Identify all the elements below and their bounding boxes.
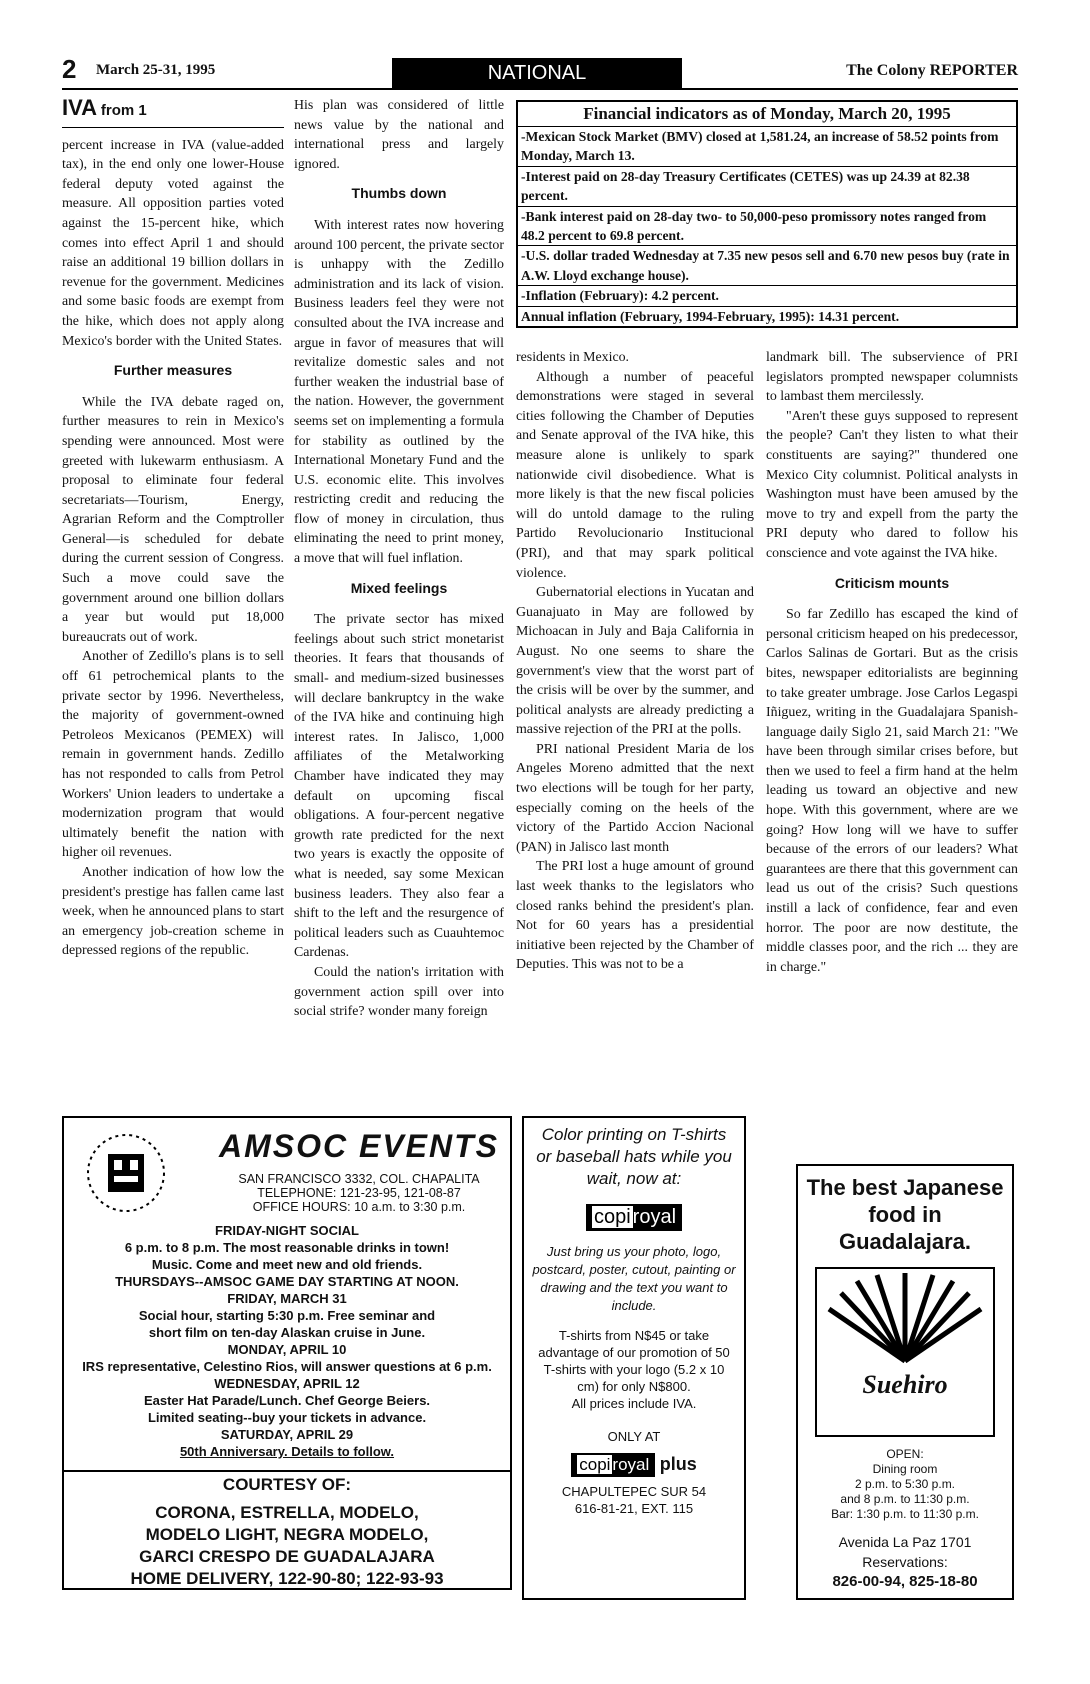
event-line: SATURDAY, APRIL 29	[220, 1427, 354, 1442]
event-line: 50th Anniversary. Details to follow.	[179, 1444, 395, 1459]
copiroyal-address: CHAPULTEPEC SUR 54	[561, 1484, 707, 1499]
suehiro-dining: Dining room	[872, 1462, 938, 1476]
suehiro-bar-hours: Bar: 1:30 p.m. to 11:30 p.m.	[831, 1507, 979, 1521]
subhead-thumbs-down: Thumbs down	[351, 185, 447, 202]
paragraph: Another of Zedillo's plans is to sell off 61 petrochemical plants to the private sector by 1996. Nevertheless, the majority of government-owned Petroleos Mexicanos (PEMEX) will remain in government hands. Zedillo has not responded to calls from Petrol Workers' Union leaders to undertake a modernization program that would ultimately benefit the nation with higher oil revenues.	[62, 649, 284, 861]
amsoc-seal-icon	[78, 1128, 174, 1218]
event-line: Social hour, starting 5:30 p.m. Free seminar and	[138, 1308, 436, 1323]
financial-row: -Inflation (February): 4.2 percent.	[518, 285, 1016, 305]
article-headline: IVA from 1	[62, 95, 147, 120]
amsoc-events-list	[68, 1222, 506, 1460]
event-line: short film on ten-day Alaskan cruise in June.	[148, 1325, 426, 1340]
amsoc-hours: OFFICE HOURS: 10 a.m. to 3:30 p.m.	[252, 1200, 466, 1214]
suehiro-address: Avenida La Paz 1701	[838, 1534, 972, 1550]
amsoc-events-ad	[62, 1116, 512, 1590]
event-line: Easter Hat Parade/Lunch. Chef George Beiers.	[143, 1393, 431, 1408]
paragraph: The private sector has mixed feelings about such strict monetarist theories. It fears that thousands of small- and medium-sized businesses will declare bankruptcy in the wake of the IVA hike and continuing high interest rates. In Jalisco, 1,000 affiliates of the Metalworking Chamber have indicated they may default on upcoming fiscal obligations. A four-percent negative growth rate predicted for the next two years is exactly the opposite of what is needed, say some Mexican business leaders. They also fear a shift to the left and the resurgence of political leaders such as Cuauhtemoc Cardenas.	[294, 612, 504, 961]
article-column-3	[516, 348, 754, 975]
section-banner: NATIONAL	[392, 58, 682, 88]
paragraph: So far Zedillo has escaped the kind of personal criticism heaped on his predecessor, Carlos Salinas de Gortari. But as the crisis bites, newspaper editorialists are beginning to take greater umbrage. Jose Carlos Legaspi Iñiguez, writing in the Guadalajara Spanish-language daily Siglo 21, said March 21: "We have been through similar crises before, but then we used to feel a firm hand at the helm leading us toward an objective and new hope. With this government, where are we going? How long will we have to suffer because of the errors of our leaders? What guarantees are there that this government can lead us out of the crisis? Such questions instill a lack of confidence, fear and even horror. The poor are now destitute, the middle classes poor, and the rich ... they are in charge."	[766, 607, 1018, 975]
suehiro-hours: 2 p.m. to 5:30 p.m.	[854, 1477, 956, 1491]
issue-date: March 25-31, 1995	[96, 62, 216, 78]
amsoc-sponsor-line: GARCI CRESPO DE GUADALAJARA	[139, 1547, 435, 1566]
suehiro-logo-text: Suehiro	[862, 1370, 948, 1399]
amsoc-delivery: HOME DELIVERY, 122-90-80; 122-93-93	[130, 1569, 444, 1588]
event-line: MONDAY, APRIL 10	[227, 1342, 347, 1357]
paper-name: The Colony REPORTER	[846, 62, 1018, 79]
event-line: WEDNESDAY, APRIL 12	[214, 1376, 360, 1391]
paragraph: residents in Mexico.	[516, 350, 630, 365]
event-line: FRIDAY-NIGHT SOCIAL	[215, 1223, 359, 1238]
event-line: 6 p.m. to 8 p.m. The most reasonable drinks in town!	[124, 1240, 450, 1255]
header-rule	[62, 88, 1018, 90]
amsoc-courtesy: COURTESY OF:	[222, 1475, 352, 1494]
paragraph: While the IVA debate raged on, further measures to rein in Mexico's spending were announced. Most were greeted with lukewarm enthusiasm. A proposal to eliminate four federal secretariats—Tourism, Energy, Agrarian Reform and the Comptroller General—is scheduled for debate during the current session of Congress. Such a move could save the government around one billion dollars a year but would put 18,000 bureaucrats out of work.	[62, 394, 284, 645]
event-line: FRIDAY, MARCH 31	[227, 1291, 347, 1306]
suehiro-ad	[796, 1164, 1014, 1600]
paragraph: percent increase in IVA (value-added tax), in the end only one lower-House federal deputy voted against the measure. All opposition parties voted against the 15-percent hike, which comes into effect April 1 and should raise an additional 19 billion dollars in revenue for the government. Medicines and some basic foods are exempt from the hike, which does not apply along Mexico's border with the United States.	[62, 137, 284, 349]
article-column-1	[62, 95, 284, 961]
financial-indicators-box	[516, 100, 1018, 328]
amsoc-divider	[64, 1470, 510, 1472]
copiroyal-logo: copi royal	[532, 1204, 736, 1231]
amsoc-sponsor-line: CORONA, ESTRELLA, MODELO,	[155, 1503, 419, 1522]
financial-row: -Bank interest paid on 28-day two- to 50,000-peso promissory notes ranged from 48.2 percent to 69.8 percent.	[518, 206, 1016, 246]
event-line: Music. Come and meet new and old friends.	[151, 1257, 423, 1272]
copiroyal-headline: Color printing on T-shirts or baseball hats while you wait, now at:	[536, 1125, 732, 1188]
copiroyal-pitch: Just bring us your photo, logo, postcard, poster, cutout, painting or drawing and the text you want to include.	[532, 1244, 736, 1313]
sunburst-icon	[817, 1269, 993, 1365]
event-line: Limited seating--buy your tickets in advance.	[147, 1410, 427, 1425]
suehiro-open: OPEN:	[886, 1447, 924, 1461]
event-line: IRS representative, Celestino Rios, will answer questions at 6 p.m.	[82, 1359, 492, 1374]
paragraph: Gubernatorial elections in Yucatan and Guanajuato in May are followed by Michoacan in July and Baja California in August. No one seems to share the government's view that the worst part of the crisis will be over by the summer, and political analysts are already predicting a massive rejection of the PRI at the polls.	[516, 585, 754, 738]
financial-title: Financial indicators as of Monday, March 20, 1995	[583, 104, 951, 123]
amsoc-title: AMSOC EVENTS	[218, 1128, 500, 1164]
financial-row: -Interest paid on 28-day Treasury Certificates (CETES) was up 24.39 at 82.38 percent.	[518, 166, 1016, 206]
page-number: 2	[62, 54, 77, 84]
article-column-4	[766, 348, 1018, 977]
amsoc-sponsor-line: MODELO LIGHT, NEGRA MODELO,	[145, 1525, 429, 1544]
subhead-criticism-mounts: Criticism mounts	[834, 574, 950, 591]
paragraph: "Aren't these guys supposed to represent the people? Can't they listen to what their constituents are saying?" thundered one Mexico City columnist. Political analysts in Washington must have been amused by the move to try and expell from the party the PRI deputy who dared to follow his conscience and vote against the IVA hike.	[766, 408, 1018, 561]
copiroyal-iva: All prices include IVA.	[571, 1396, 697, 1411]
paragraph: Another indication of how low the president's prestige has fallen came last week, when he announced plans to start an emergency job-creation scheme in depressed regions of the republic.	[62, 864, 284, 959]
subhead-mixed-feelings: Mixed feelings	[350, 579, 448, 596]
paragraph: landmark bill. The subservience of PRI legislators prompted newspaper columnists to lambast them mercilessly.	[766, 350, 1018, 405]
amsoc-telephone: TELEPHONE: 121-23-95, 121-08-87	[257, 1186, 461, 1200]
amsoc-address: SAN FRANCISCO 3332, COL. CHAPALITA	[238, 1172, 480, 1186]
headline-rule	[62, 127, 284, 128]
paragraph: Although a number of peaceful demonstrations were staged in several cities following the Chamber of Deputies and Senate approval of the IVA hike, this measure alone is unlikely to spark nationwide civil disobedience. What is more likely is that the new fiscal policies will do untold damage to the ruling Partido Revolucionario Institucional (PRI), and that may spark political violence.	[516, 369, 754, 581]
suehiro-phones: 826-00-94, 825-18-80	[832, 1573, 978, 1590]
paragraph: With interest rates now hovering around 100 percent, the private sector is unhappy with the Zedillo administration and its lack of vision. Business leaders feel they were not consulted about the IVA increase and argue in favor of measures that will revitalize domestic sales and not further weaken the industrial base of the nation. However, the government seems set on implementing a formula for stability as outlined by the International Monetary Fund and the U.S. economic elite. This involves restricting credit and reducing the flow of money in circulation, thus eliminating the need to print money, a move that will fuel inflation.	[294, 217, 504, 567]
financial-row: -Mexican Stock Market (BMV) closed at 1,581.24, an increase of 58.52 points from Monday, March 13.	[518, 126, 1016, 166]
paragraph: Could the nation's irritation with government action spill over into social strife? wonder many foreign	[294, 964, 504, 1020]
suehiro-reservations: Reservations:	[862, 1554, 948, 1570]
financial-row: -U.S. dollar traded Wednesday at 7.35 new pesos sell and 6.70 new pesos buy (rate in A.W. Lloyd exchange house).	[518, 245, 1016, 285]
paragraph: The PRI lost a huge amount of ground last week thanks to the legislators who closed ranks behind the president's plan. Not for 60 years has a presidential initiative been rejected by the Chamber of Deputies. This was not to be a	[516, 859, 754, 973]
copiroyal-only-at: ONLY AT	[607, 1429, 661, 1444]
event-line: THURSDAYS--AMSOC GAME DAY STARTING AT NOON.	[115, 1274, 459, 1289]
article-column-2	[294, 96, 504, 1022]
copiroyal-offer: T-shirts from N$45 or take advantage of our promotion of 50 T-shirts with your logo (5.2 x 10 cm) for only N$800.	[538, 1328, 730, 1394]
suehiro-headline: The best Japanese food in Guadalajara.	[806, 1175, 1004, 1254]
suehiro-hours: and 8 p.m. to 11:30 p.m.	[840, 1492, 970, 1506]
paragraph: His plan was considered of little news value by the national and international press and largely ignored.	[294, 98, 504, 172]
financial-row: Annual inflation (February, 1994-February, 1995): 14.31 percent.	[518, 306, 1016, 326]
copiroyal-ad	[522, 1116, 746, 1600]
subhead-further-measures: Further measures	[113, 362, 233, 379]
paragraph: PRI national President Maria de los Angeles Moreno admitted that the next two elections will be tough for her party, especially coming on the heels of the victory of the Partido Accion Nacional (PAN) in Jalisco last month	[516, 741, 754, 855]
copiroyal-phone: 616-81-21, EXT. 115	[574, 1501, 694, 1516]
copiroyal-plus-logo: copi royal plus	[532, 1453, 736, 1477]
suehiro-logo	[815, 1267, 995, 1437]
